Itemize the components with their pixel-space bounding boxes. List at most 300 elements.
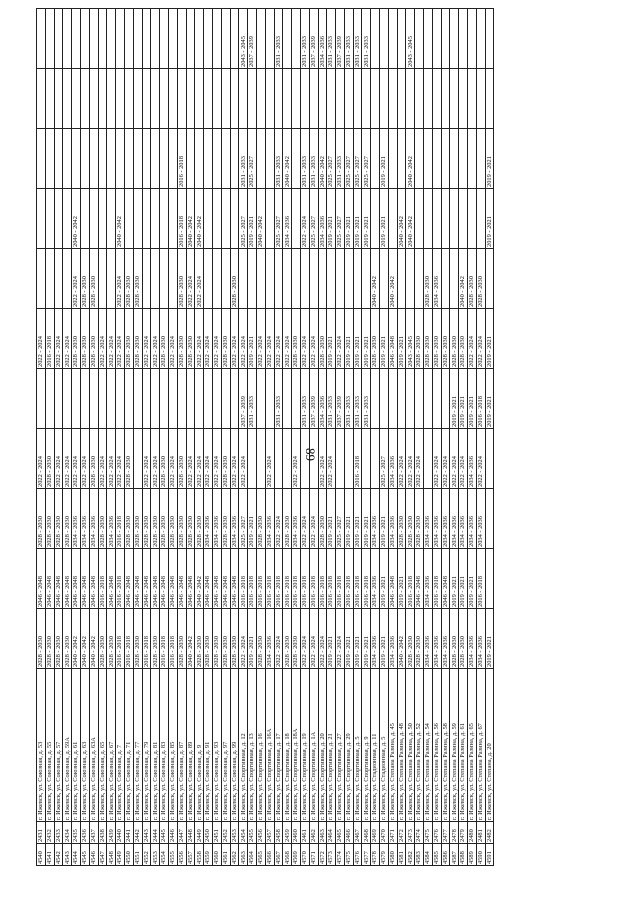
address-cell: г. Ижевск, ул. Стадионная, д. 11 bbox=[371, 669, 380, 822]
period-cell: 2019 - 2021 bbox=[353, 309, 362, 369]
period-cell: 2022 - 2024 bbox=[204, 429, 213, 489]
table-row bbox=[186, 9, 195, 866]
address-cell: г. Ижевск, ул. Союзная, д. 7 bbox=[116, 669, 125, 822]
period-cell bbox=[72, 129, 81, 189]
period-cell bbox=[212, 249, 221, 309]
period-cell bbox=[441, 249, 450, 309]
period-cell: 2028 - 2030 bbox=[151, 609, 160, 669]
period-cell bbox=[107, 9, 116, 69]
house-number-cell: 2464 bbox=[327, 822, 336, 844]
period-cell: 2022 - 2024 bbox=[415, 429, 424, 489]
table-row bbox=[54, 9, 63, 866]
period-cell: 2046 - 2048 bbox=[230, 549, 239, 609]
period-cell: 2016 - 2018 bbox=[177, 189, 186, 249]
period-cell: 2028 - 2030 bbox=[37, 489, 46, 549]
address-cell: г. Ижевск, ул. Спортивная, д. 21 bbox=[327, 669, 336, 822]
house-number-cell: 2480 bbox=[468, 822, 477, 844]
period-cell: 2028 - 2030 bbox=[124, 489, 133, 549]
period-cell bbox=[300, 69, 309, 129]
period-cell: 2046 - 2048 bbox=[204, 549, 213, 609]
period-cell: 2046 - 2048 bbox=[45, 549, 54, 609]
house-number-cell: 2450 bbox=[204, 822, 213, 844]
period-cell: 2022 - 2024 bbox=[37, 309, 46, 369]
period-cell bbox=[432, 369, 441, 429]
period-cell: 2022 - 2024 bbox=[63, 309, 72, 369]
period-cell bbox=[89, 189, 98, 249]
period-cell: 2034 - 2036 bbox=[388, 489, 397, 549]
period-cell bbox=[72, 369, 81, 429]
period-cell: 2016 - 2018 bbox=[292, 549, 301, 609]
row-number-cell: 4587 bbox=[450, 844, 459, 866]
period-cell: 2046 - 2048 bbox=[133, 549, 142, 609]
period-cell bbox=[256, 369, 265, 429]
period-cell: 2028 - 2030 bbox=[204, 609, 213, 669]
period-cell bbox=[98, 9, 107, 69]
address-cell: г. Ижевск, ул. Союзная, д. 97 bbox=[221, 669, 230, 822]
row-number-cell: 4557 bbox=[186, 844, 195, 866]
address-cell: г. Ижевск, ул. Степана Разина, д. 67 bbox=[476, 669, 485, 822]
period-cell: 2028 - 2030 bbox=[80, 249, 89, 309]
period-cell bbox=[124, 369, 133, 429]
period-cell: 2046 - 2048 bbox=[37, 549, 46, 609]
period-cell: 2022 - 2024 bbox=[441, 429, 450, 489]
address-cell: г. Ижевск, ул. Спортивная, д. 16А bbox=[265, 669, 274, 822]
period-cell: 2028 - 2030 bbox=[371, 309, 380, 369]
period-cell: 2022 - 2024 bbox=[468, 309, 477, 369]
row-number-cell: 4566 bbox=[265, 844, 274, 866]
period-cell: 2028 - 2030 bbox=[195, 609, 204, 669]
table-row bbox=[151, 9, 160, 866]
period-cell: 2034 - 2036 bbox=[468, 429, 477, 489]
house-number-cell: 2451 bbox=[212, 822, 221, 844]
period-cell: 2028 - 2030 bbox=[177, 489, 186, 549]
period-cell: 2028 - 2030 bbox=[292, 609, 301, 669]
house-number-cell: 2433 bbox=[54, 822, 63, 844]
period-cell: 2046 - 2048 bbox=[168, 549, 177, 609]
period-cell bbox=[485, 249, 494, 309]
period-cell: 2025 - 2027 bbox=[248, 129, 257, 189]
period-cell bbox=[397, 69, 406, 129]
period-cell: 2028 - 2030 bbox=[221, 309, 230, 369]
period-cell: 2022 - 2024 bbox=[239, 609, 248, 669]
period-cell: 2022 - 2024 bbox=[432, 429, 441, 489]
period-cell: 2022 - 2024 bbox=[309, 609, 318, 669]
row-number-cell: 4586 bbox=[441, 844, 450, 866]
period-cell bbox=[37, 369, 46, 429]
address-cell: г. Ижевск, ул. Степана Разина, д. 61 bbox=[459, 669, 468, 822]
period-cell: 2028 - 2030 bbox=[177, 609, 186, 669]
period-cell: 2028 - 2030 bbox=[160, 429, 169, 489]
period-cell: 2022 - 2024 bbox=[212, 309, 221, 369]
row-number-cell: 4549 bbox=[116, 844, 125, 866]
table-row bbox=[406, 9, 415, 866]
address-cell: г. Ижевск, ул. Союзная, д. 79 bbox=[142, 669, 151, 822]
period-cell: 2019 - 2021 bbox=[468, 369, 477, 429]
period-cell: 2034 - 2036 bbox=[450, 489, 459, 549]
house-number-cell: 2479 bbox=[459, 822, 468, 844]
row-number-cell: 4589 bbox=[468, 844, 477, 866]
period-cell: 2046 - 2048 bbox=[186, 549, 195, 609]
period-cell bbox=[98, 129, 107, 189]
period-cell: 2028 - 2030 bbox=[318, 309, 327, 369]
period-cell bbox=[265, 369, 274, 429]
period-cell bbox=[72, 69, 81, 129]
period-cell: 2028 - 2030 bbox=[177, 429, 186, 489]
period-cell bbox=[380, 249, 389, 309]
period-cell bbox=[362, 429, 371, 489]
address-cell: г. Ижевск, ул. Спортивная, д. 27 bbox=[336, 669, 345, 822]
period-cell: 2028 - 2030 bbox=[45, 489, 54, 549]
period-cell bbox=[177, 369, 186, 429]
period-cell bbox=[80, 69, 89, 129]
table-row bbox=[336, 9, 345, 866]
period-cell bbox=[160, 189, 169, 249]
table-row bbox=[450, 9, 459, 866]
period-cell bbox=[256, 69, 265, 129]
house-number-cell: 2446 bbox=[168, 822, 177, 844]
period-cell: 2019 - 2021 bbox=[380, 489, 389, 549]
period-cell: 2022 - 2024 bbox=[274, 609, 283, 669]
table-row bbox=[424, 9, 433, 866]
period-cell: 2022 - 2024 bbox=[116, 249, 125, 309]
period-cell bbox=[221, 129, 230, 189]
period-cell: 2034 - 2036 bbox=[318, 369, 327, 429]
period-cell bbox=[283, 249, 292, 309]
period-cell bbox=[380, 9, 389, 69]
period-cell: 2031 - 2033 bbox=[300, 369, 309, 429]
period-cell: 2019 - 2021 bbox=[344, 309, 353, 369]
period-cell: 2019 - 2021 bbox=[248, 609, 257, 669]
period-cell: 2028 - 2030 bbox=[292, 309, 301, 369]
period-cell: 2043 - 2045 bbox=[406, 9, 415, 69]
period-cell bbox=[406, 249, 415, 309]
period-cell bbox=[63, 129, 72, 189]
period-cell: 2022 - 2024 bbox=[142, 309, 151, 369]
period-cell: 2040 - 2042 bbox=[72, 189, 81, 249]
period-cell bbox=[265, 249, 274, 309]
period-cell: 2028 - 2030 bbox=[221, 429, 230, 489]
period-cell: 2028 - 2030 bbox=[89, 309, 98, 369]
period-cell: 2028 - 2030 bbox=[124, 309, 133, 369]
period-cell bbox=[221, 69, 230, 129]
period-cell bbox=[424, 189, 433, 249]
house-number-cell: 2441 bbox=[124, 822, 133, 844]
period-cell: 2028 - 2030 bbox=[441, 309, 450, 369]
period-cell: 2028 - 2030 bbox=[89, 249, 98, 309]
period-cell: 2022 - 2024 bbox=[476, 309, 485, 369]
period-cell: 2019 - 2021 bbox=[485, 609, 494, 669]
period-cell: 2046 - 2048 bbox=[142, 549, 151, 609]
table-row bbox=[98, 9, 107, 866]
period-cell: 2016 - 2018 bbox=[160, 609, 169, 669]
period-cell: 2028 - 2030 bbox=[124, 249, 133, 309]
period-cell bbox=[204, 369, 213, 429]
period-cell: 2019 - 2021 bbox=[397, 309, 406, 369]
house-number-cell: 2453 bbox=[230, 822, 239, 844]
row-number-cell: 4564 bbox=[248, 844, 257, 866]
period-cell bbox=[168, 9, 177, 69]
period-cell: 2016 - 2018 bbox=[177, 129, 186, 189]
period-cell bbox=[230, 129, 239, 189]
period-cell: 2034 - 2036 bbox=[476, 489, 485, 549]
period-cell bbox=[204, 129, 213, 189]
house-number-cell: 2455 bbox=[248, 822, 257, 844]
period-cell bbox=[450, 189, 459, 249]
address-cell: г. Ижевск, ул. Спортивная, д. 20 bbox=[318, 669, 327, 822]
period-cell: 2016 - 2018 bbox=[256, 549, 265, 609]
row-number-cell: 4556 bbox=[177, 844, 186, 866]
period-cell: 2034 - 2036 bbox=[424, 549, 433, 609]
period-cell: 2028 - 2030 bbox=[177, 249, 186, 309]
period-cell: 2022 - 2024 bbox=[327, 429, 336, 489]
period-cell: 2022 - 2024 bbox=[186, 429, 195, 489]
rotated-table-scan bbox=[36, 36, 493, 866]
period-cell bbox=[116, 369, 125, 429]
period-cell: 2028 - 2030 bbox=[406, 489, 415, 549]
period-cell bbox=[107, 369, 116, 429]
period-cell: 2031 - 2033 bbox=[362, 369, 371, 429]
period-cell: 2022 - 2024 bbox=[230, 309, 239, 369]
house-number-cell: 2473 bbox=[406, 822, 415, 844]
period-cell: 2034 - 2036 bbox=[371, 609, 380, 669]
period-cell bbox=[388, 9, 397, 69]
period-cell: 2028 - 2030 bbox=[133, 309, 142, 369]
period-cell: 2019 - 2021 bbox=[327, 489, 336, 549]
period-cell: 2016 - 2018 bbox=[432, 549, 441, 609]
period-cell bbox=[177, 9, 186, 69]
row-number-cell: 4575 bbox=[344, 844, 353, 866]
address-cell: г. Ижевск, ул. Спортивная, д. 9 bbox=[362, 669, 371, 822]
period-cell: 2028 - 2030 bbox=[54, 609, 63, 669]
period-cell: 2037 - 2039 bbox=[239, 369, 248, 429]
period-cell bbox=[37, 249, 46, 309]
period-cell: 2034 - 2036 bbox=[441, 489, 450, 549]
period-cell: 2031 - 2033 bbox=[327, 9, 336, 69]
period-cell: 2019 - 2021 bbox=[353, 609, 362, 669]
house-number-cell: 2463 bbox=[318, 822, 327, 844]
period-cell: 2019 - 2021 bbox=[344, 489, 353, 549]
period-cell: 2037 - 2039 bbox=[336, 9, 345, 69]
house-number-cell: 2457 bbox=[265, 822, 274, 844]
period-cell bbox=[432, 9, 441, 69]
period-cell bbox=[116, 69, 125, 129]
period-cell: 2040 - 2042 bbox=[72, 609, 81, 669]
period-cell bbox=[300, 249, 309, 309]
period-cell bbox=[292, 369, 301, 429]
period-cell: 2031 - 2033 bbox=[274, 369, 283, 429]
table-row bbox=[168, 9, 177, 866]
period-cell bbox=[459, 189, 468, 249]
period-cell bbox=[450, 69, 459, 129]
period-cell: 2022 - 2024 bbox=[459, 429, 468, 489]
row-number-cell: 4551 bbox=[133, 844, 142, 866]
period-cell: 2028 - 2030 bbox=[283, 489, 292, 549]
period-cell bbox=[37, 189, 46, 249]
period-cell bbox=[124, 189, 133, 249]
table-row bbox=[195, 9, 204, 866]
period-cell: 2028 - 2030 bbox=[98, 489, 107, 549]
period-cell bbox=[336, 429, 345, 489]
house-number-cell: 2432 bbox=[45, 822, 54, 844]
period-cell bbox=[283, 9, 292, 69]
period-cell bbox=[80, 189, 89, 249]
period-cell: 2046 - 2048 bbox=[388, 549, 397, 609]
period-cell: 2040 - 2042 bbox=[80, 609, 89, 669]
period-cell bbox=[397, 369, 406, 429]
period-cell: 2028 - 2030 bbox=[186, 309, 195, 369]
period-cell: 2046 - 2048 bbox=[80, 549, 89, 609]
period-cell bbox=[371, 429, 380, 489]
period-cell: 2028 - 2030 bbox=[168, 489, 177, 549]
row-number-cell: 4552 bbox=[142, 844, 151, 866]
table-row bbox=[274, 9, 283, 866]
period-cell: 2022 - 2024 bbox=[168, 309, 177, 369]
period-cell bbox=[212, 69, 221, 129]
period-cell: 2034 - 2036 bbox=[230, 489, 239, 549]
period-cell bbox=[204, 189, 213, 249]
period-cell bbox=[45, 369, 54, 429]
address-cell: г. Ижевск, ул. Степана Разина, д. 58 bbox=[441, 669, 450, 822]
table-row bbox=[124, 9, 133, 866]
house-number-cell: 2436 bbox=[80, 822, 89, 844]
period-cell: 2022 - 2024 bbox=[98, 429, 107, 489]
period-cell: 2028 - 2030 bbox=[468, 249, 477, 309]
table-row bbox=[248, 9, 257, 866]
period-cell: 2040 - 2042 bbox=[371, 249, 380, 309]
period-cell: 2019 - 2021 bbox=[248, 489, 257, 549]
period-cell: 2034 - 2036 bbox=[441, 609, 450, 669]
period-cell: 2019 - 2021 bbox=[327, 309, 336, 369]
period-cell: 2022 - 2024 bbox=[142, 429, 151, 489]
period-cell bbox=[318, 69, 327, 129]
period-cell: 2028 - 2030 bbox=[45, 609, 54, 669]
row-number-cell: 4543 bbox=[63, 844, 72, 866]
period-cell: 2028 - 2030 bbox=[186, 489, 195, 549]
period-cell bbox=[397, 249, 406, 309]
period-cell bbox=[212, 369, 221, 429]
period-cell bbox=[397, 129, 406, 189]
period-cell: 2037 - 2039 bbox=[309, 9, 318, 69]
table-row bbox=[459, 9, 468, 866]
period-cell: 2040 - 2042 bbox=[116, 189, 125, 249]
period-cell bbox=[63, 189, 72, 249]
table-row bbox=[292, 9, 301, 866]
period-cell bbox=[476, 189, 485, 249]
period-cell bbox=[54, 9, 63, 69]
row-number-cell: 4563 bbox=[239, 844, 248, 866]
period-cell bbox=[204, 249, 213, 309]
period-cell bbox=[133, 369, 142, 429]
period-cell bbox=[292, 249, 301, 309]
address-cell: г. Ижевск, ул. Союзная, д. 91 bbox=[204, 669, 213, 822]
period-cell: 2040 - 2042 bbox=[397, 609, 406, 669]
period-cell bbox=[432, 189, 441, 249]
period-cell: 2028 - 2030 bbox=[133, 489, 142, 549]
period-cell: 2019 - 2021 bbox=[380, 549, 389, 609]
period-cell bbox=[309, 69, 318, 129]
period-cell: 2040 - 2042 bbox=[397, 189, 406, 249]
house-number-cell: 2481 bbox=[476, 822, 485, 844]
row-number-cell: 4591 bbox=[485, 844, 494, 866]
row-number-cell: 4568 bbox=[283, 844, 292, 866]
period-cell bbox=[256, 129, 265, 189]
period-cell: 2022 - 2024 bbox=[450, 429, 459, 489]
house-number-cell: 2439 bbox=[107, 822, 116, 844]
house-number-cell: 2447 bbox=[177, 822, 186, 844]
period-cell: 2022 - 2024 bbox=[195, 249, 204, 309]
period-cell bbox=[476, 9, 485, 69]
period-cell bbox=[63, 249, 72, 309]
period-cell: 2034 - 2036 bbox=[432, 489, 441, 549]
row-number-cell: 4548 bbox=[107, 844, 116, 866]
row-number-cell: 4550 bbox=[124, 844, 133, 866]
period-cell bbox=[37, 9, 46, 69]
period-cell: 2016 - 2018 bbox=[116, 609, 125, 669]
period-cell bbox=[80, 9, 89, 69]
period-cell: 2022 - 2024 bbox=[98, 309, 107, 369]
period-cell bbox=[459, 69, 468, 129]
period-cell bbox=[212, 9, 221, 69]
period-cell bbox=[124, 129, 133, 189]
period-cell: 2019 - 2021 bbox=[450, 369, 459, 429]
period-cell bbox=[450, 9, 459, 69]
period-cell: 2028 - 2030 bbox=[107, 609, 116, 669]
period-cell bbox=[327, 69, 336, 129]
period-cell bbox=[151, 9, 160, 69]
period-cell: 2046 - 2048 bbox=[89, 549, 98, 609]
period-cell: 2034 - 2036 bbox=[204, 489, 213, 549]
period-cell: 2025 - 2027 bbox=[344, 129, 353, 189]
period-cell: 2028 - 2030 bbox=[177, 309, 186, 369]
table-body bbox=[37, 9, 494, 866]
period-cell bbox=[168, 369, 177, 429]
period-cell: 2028 - 2030 bbox=[124, 429, 133, 489]
period-cell bbox=[256, 249, 265, 309]
period-cell bbox=[424, 429, 433, 489]
period-cell: 2031 - 2033 bbox=[353, 9, 362, 69]
period-cell: 2022 - 2024 bbox=[309, 309, 318, 369]
period-cell bbox=[151, 249, 160, 309]
period-cell bbox=[459, 129, 468, 189]
address-cell: г. Ижевск, ул. Союзная, д. 87 bbox=[177, 669, 186, 822]
period-cell bbox=[441, 189, 450, 249]
address-cell: г. Ижевск, ул. Степана Разина, д. 52 bbox=[415, 669, 424, 822]
table-row bbox=[142, 9, 151, 866]
period-cell: 2025 - 2027 bbox=[239, 189, 248, 249]
period-cell: 2028 - 2030 bbox=[450, 609, 459, 669]
address-cell: г. Ижевск, ул. Союзная, д. 55 bbox=[45, 669, 54, 822]
period-cell bbox=[63, 369, 72, 429]
period-cell: 2022 - 2024 bbox=[397, 429, 406, 489]
row-number-cell: 4558 bbox=[195, 844, 204, 866]
period-cell bbox=[98, 189, 107, 249]
period-cell: 2019 - 2021 bbox=[485, 189, 494, 249]
table-row bbox=[45, 9, 54, 866]
table-row bbox=[371, 9, 380, 866]
period-cell bbox=[124, 69, 133, 129]
period-cell bbox=[397, 9, 406, 69]
capital-repair-schedule-table bbox=[36, 8, 494, 866]
house-number-cell: 2467 bbox=[353, 822, 362, 844]
period-cell: 2022 - 2024 bbox=[274, 309, 283, 369]
table-row bbox=[221, 9, 230, 866]
period-cell bbox=[142, 69, 151, 129]
address-cell: г. Ижевск, ул. Союзная, д. 99 bbox=[230, 669, 239, 822]
period-cell: 2031 - 2033 bbox=[274, 9, 283, 69]
period-cell: 2016 - 2018 bbox=[406, 549, 415, 609]
house-number-cell: 2466 bbox=[344, 822, 353, 844]
period-cell bbox=[441, 9, 450, 69]
